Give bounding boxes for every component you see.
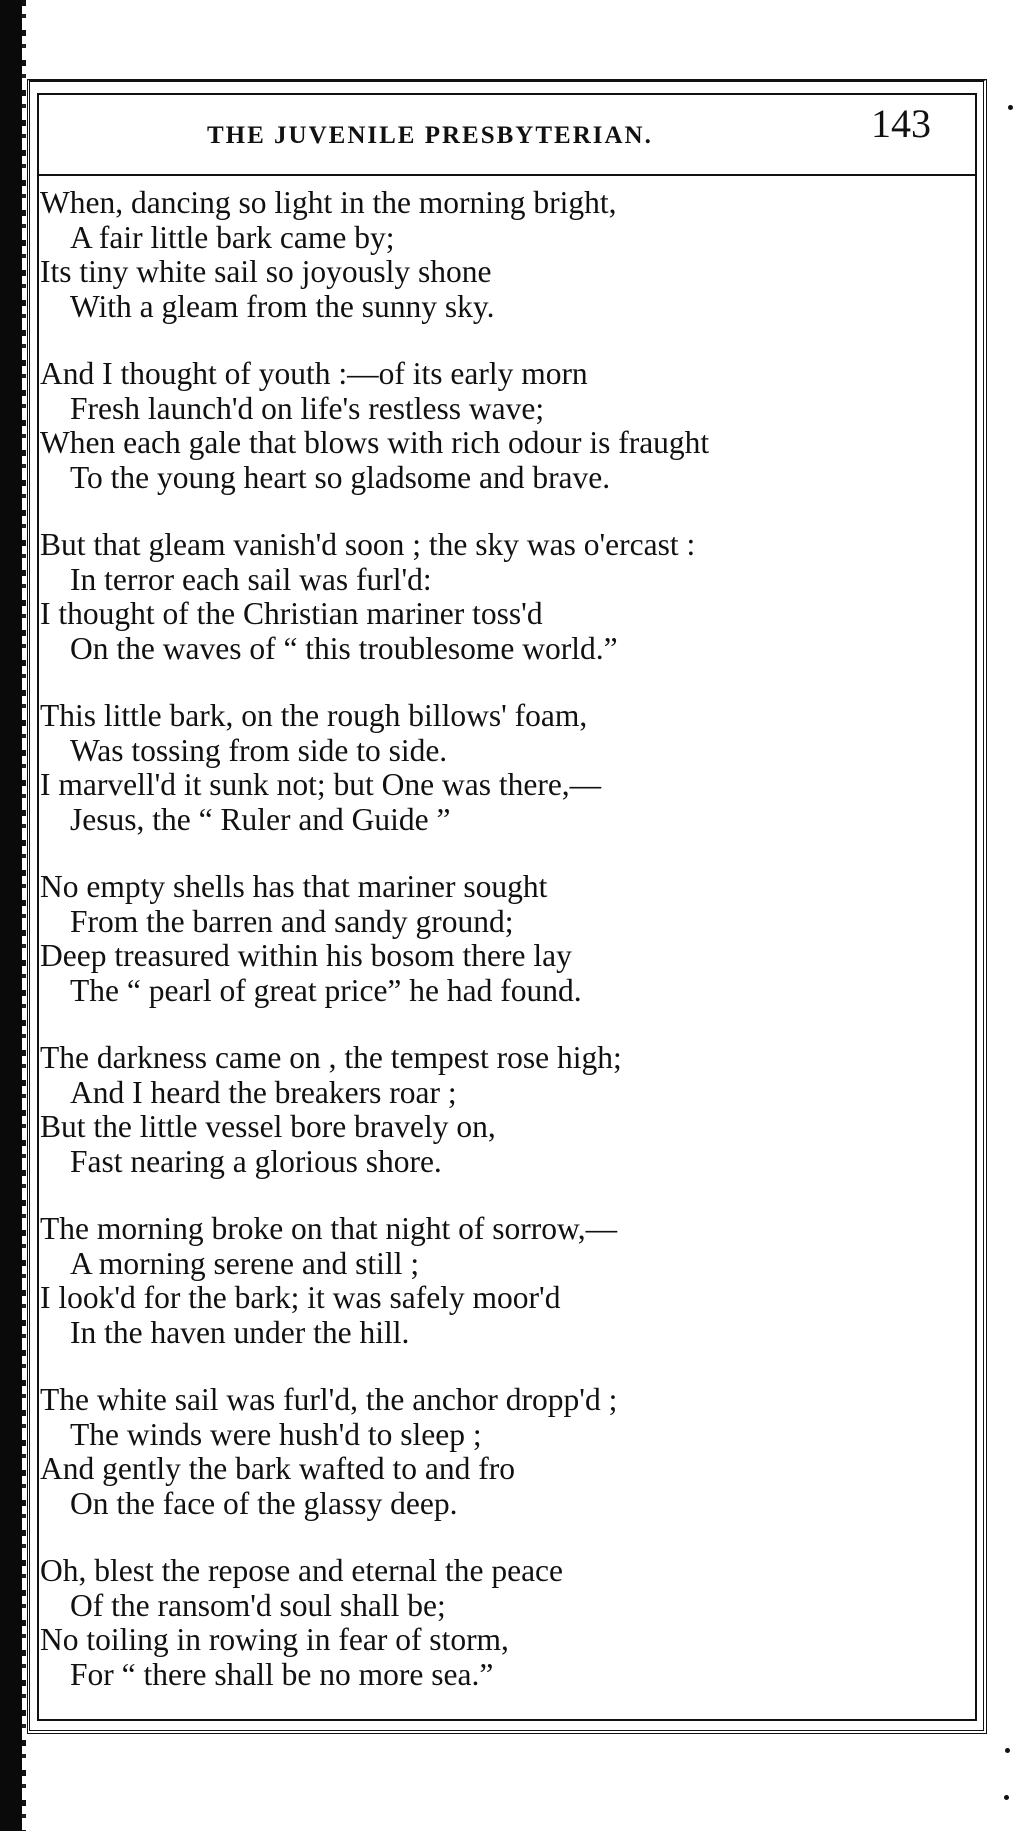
poem-line: Of the ransom'd soul shall be; <box>70 1587 446 1623</box>
poem-line: The “ pearl of great price” he had found. <box>70 972 582 1008</box>
poem-line: The winds were hush'd to sleep ; <box>70 1416 482 1452</box>
running-header <box>37 100 977 170</box>
poem-line: I marvell'd it sunk not; but One was there,— <box>40 767 602 802</box>
poem-line: From the barren and sandy ground; <box>70 903 514 939</box>
poem-line: But that gleam vanish'd soon ; the sky was o'ercast : <box>40 527 696 562</box>
poem-line: Jesus, the “ Ruler and Guide ” <box>70 801 451 837</box>
binding-texture <box>22 0 26 1831</box>
stanza <box>40 528 970 666</box>
page-number: 143 <box>871 101 931 146</box>
poem-line: No empty shells has that mariner sought <box>40 869 548 904</box>
poem-line: And I thought of youth :—of its early morn <box>40 356 588 391</box>
stanza <box>40 699 970 837</box>
poem-line: And I heard the breakers roar ; <box>70 1074 457 1110</box>
book-binding-edge <box>0 0 22 1831</box>
stanza <box>40 1554 970 1692</box>
poem-line: In terror each sail was furl'd: <box>70 561 432 597</box>
poem-line: And gently the bark wafted to and fro <box>40 1451 515 1486</box>
stanza <box>40 1383 970 1521</box>
poem-line: Fast nearing a glorious shore. <box>70 1143 442 1179</box>
poem-line: I look'd for the bark; it was safely moor'd <box>40 1280 561 1315</box>
poem-line: Fresh launch'd on life's restless wave; <box>70 390 545 426</box>
poem-line: For “ there shall be no more sea.” <box>70 1656 494 1692</box>
poem-line: When, dancing so light in the morning bright, <box>40 185 617 220</box>
poem-line: To the young heart so gladsome and brave. <box>70 459 611 495</box>
ink-speck <box>1008 105 1013 110</box>
stanza <box>40 1212 970 1350</box>
poem-line: No toiling in rowing in fear of storm, <box>40 1622 509 1657</box>
stanza <box>40 1041 970 1179</box>
ink-speck <box>1005 1748 1010 1753</box>
poem-line: Was tossing from side to side. <box>70 732 448 768</box>
header-rule <box>37 174 977 176</box>
poem-line: This little bark, on the rough billows' foam, <box>40 698 588 733</box>
stanza <box>40 357 970 495</box>
poem-line: I thought of the Christian mariner toss'd <box>40 596 543 631</box>
stanza <box>40 870 970 1008</box>
poem-line: When each gale that blows with rich odour is fraught <box>40 425 710 460</box>
poem-line: Oh, blest the repose and eternal the peace <box>40 1553 564 1588</box>
poem-line: With a gleam from the sunny sky. <box>70 288 495 324</box>
poem-line: The darkness came on , the tempest rose high; <box>40 1040 622 1075</box>
poem-line: Deep treasured within his bosom there lay <box>40 938 572 973</box>
stanza <box>40 186 970 324</box>
poem-line: A morning serene and still ; <box>70 1245 420 1281</box>
poem-line: In the haven under the hill. <box>70 1314 410 1350</box>
poem-line: The morning broke on that night of sorrow,— <box>40 1211 618 1246</box>
poem-line: The white sail was furl'd, the anchor dropp'd ; <box>40 1382 618 1417</box>
ink-speck <box>1004 1795 1009 1800</box>
poem-line: But the little vessel bore bravely on, <box>40 1109 496 1144</box>
poem-line: On the face of the glassy deep. <box>70 1485 458 1521</box>
running-title: THE JUVENILE PRESBYTERIAN. <box>207 122 653 149</box>
poem-line: On the waves of “ this troublesome world.” <box>70 630 618 666</box>
poem-line: Its tiny white sail so joyously shone <box>40 254 492 289</box>
poem-body <box>40 186 970 1725</box>
poem-line: A fair little bark came by; <box>70 219 395 255</box>
